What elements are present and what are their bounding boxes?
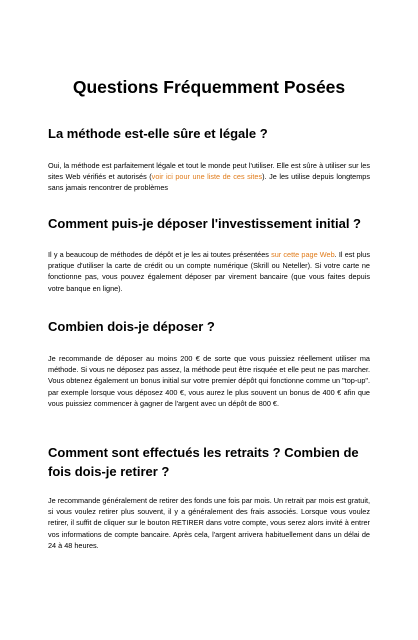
section-heading: Comment sont effectués les retraits ? Combien de fois dois-je retirer ? (48, 445, 359, 479)
sites-list-link[interactable]: voir ici pour une liste de ces sites (151, 172, 263, 182)
faq-section-safety (48, 124, 370, 194)
faq-section-withdrawals (48, 443, 370, 551)
faq-section-deposit-method (48, 214, 370, 294)
section-paragraph (48, 160, 370, 194)
page-title: Questions Fréquemment Posées (72, 77, 346, 97)
faq-section-deposit-amount (48, 317, 370, 409)
section-paragraph (48, 249, 370, 294)
paragraph-text: . Il est plus pratique d'utiliser la carte de crédit ou un compte numérique (Skrill ou Neteller). Si votre carte ne fonctionne pas, vous pouvez également déposer par virement bancaire (que vous faites depuis votre banque en ligne). (48, 250, 370, 293)
section-heading: La méthode est-elle sûre et légale ? (48, 126, 268, 141)
section-heading: Comment puis-je déposer l'investissement initial ? (48, 216, 361, 231)
paragraph-text: Oui, la méthode est parfaitement légale et tout le monde peut l'utiliser. Elle est sûre à utiliser sur les sites Web vérifiés et autorisés ( (48, 161, 370, 182)
paragraph-text: ). Je les utilise depuis longtemps sans jamais rencontrer de problèmes (48, 172, 371, 193)
section-paragraph: Je recommande généralement de retirer des fonds une fois par mois. Un retrait par mois est gratuit, si vous voulez retirer plus souvent, il y a généralement des frais associés. Lorsque vous voulez retirer, il suffit de cliquer sur le bouton RETIRER dans votre compte, vous serez alors invité à entrer vos informations de compte bancaire. Après cela, l'argent arrivera habituellement dans un délai de 24 à 48 heures. (48, 496, 370, 550)
deposit-page-link[interactable]: sur cette page Web (271, 250, 335, 259)
paragraph-text: Il y a beaucoup de méthodes de dépôt et je les ai toutes présentées (48, 250, 272, 259)
section-heading: Combien dois-je déposer ? (48, 319, 215, 334)
section-paragraph: Je recommande de déposer au moins 200 € de sorte que vous puissiez réellement utiliser ma méthode. Si vous ne déposez pas assez, la méthode peut être risquée et elle peut ne pas marcher. Vous obtenez également un bonus initial sur votre premier dépôt qui fonctionne comme un "top-up". par exemple lorsque vous déposez 400 €, vous aurez le plus souvent un bonus de 400 € afin que vous puissiez commencer à gagner de l'argent avec un dépôt de 800 €. (48, 354, 370, 408)
